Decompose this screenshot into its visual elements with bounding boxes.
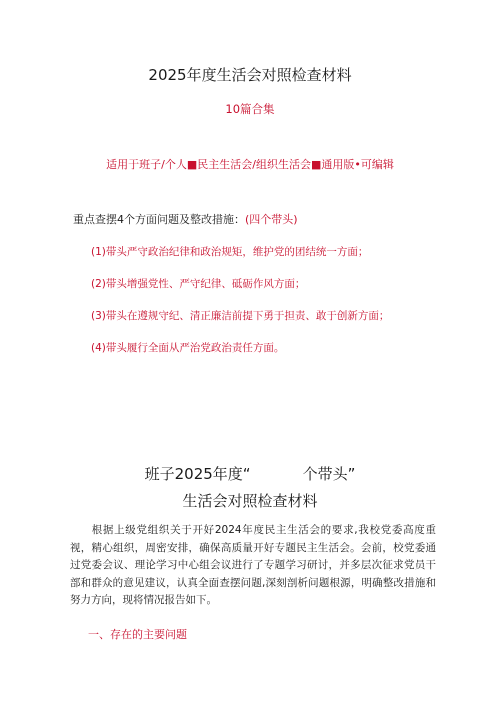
focus-item: (1)带头严守政治纪律和政治规矩，维护党的团结统一方面；: [91, 246, 369, 258]
focus-intro-tag: (四个带头): [245, 213, 298, 226]
body-paragraph: [70, 522, 436, 610]
focus-intro-text: 重点查摆4个方面问题及整改措施：: [73, 213, 245, 226]
focus-item: (2)带头增强党性、严守纪律、砥砺作风方面；: [91, 278, 306, 290]
document-subtitle: 10篇合集: [225, 102, 275, 116]
section-title-left: 班子2025年度“: [144, 465, 251, 483]
heading-1: 一、存在的主要问题: [88, 628, 187, 641]
focus-item: (3)带头在遵规守纪、清正廉洁前提下勇于担责、敢于创新方面；: [91, 310, 390, 322]
section-title-line-2: 生活会对照检查材料: [182, 492, 318, 510]
section-title-right: 个带头”: [302, 465, 356, 483]
section-title-line-1: [0, 463, 500, 484]
body-paragraph-text: 根据上级党组织关于开好2024年度民主生活会的要求,我校党委高度重视，精心组织，周密安排，确保高质量开好专题民主生活会。会前，校党委通过党委会议、理论学习中心组会议进行了专题学习研讨，并多层次征求党员干部和群众的意见建议，认真全面查摆问题,深刻剖析问题根源，明确整改措施和努力方向，现将情况报告如下。: [70, 524, 436, 607]
document-title: 2025年度生活会对照检查材料: [148, 66, 352, 84]
document-scope-line: 适用于班子/个人■民主生活会/组织生活会■通用版•可编辑: [106, 158, 394, 171]
focus-item: (4)带头履行全面从严治党政治责任方面。: [91, 342, 285, 354]
focus-intro: [73, 211, 298, 227]
